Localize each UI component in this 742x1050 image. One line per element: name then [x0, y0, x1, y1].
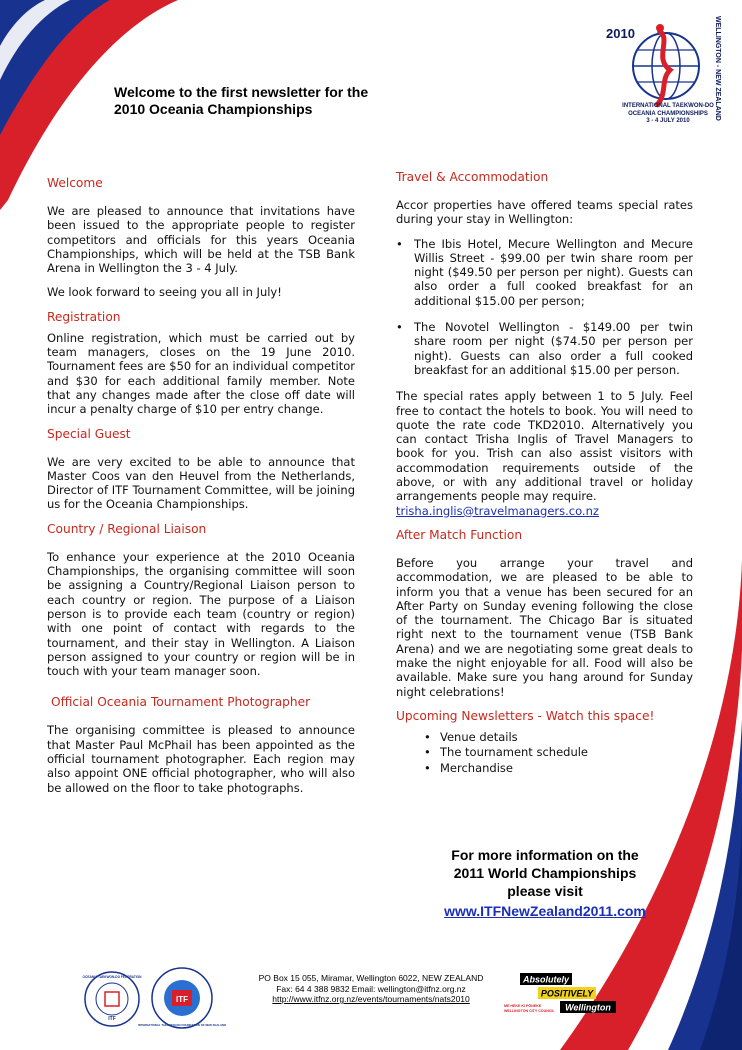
travel-intro: Accor properties have offered teams special rates during your stay in Wellington:: [396, 198, 693, 227]
logo-country-text: WELLINGTON - NEW ZEALAND: [714, 16, 721, 121]
travel-heading: Travel & Accommodation: [396, 170, 549, 184]
welcome-paragraph-2: We look forward to seeing you all in July!: [47, 285, 282, 300]
hotel-list-item: • The Ibis Hotel, Mecure Wellington and Mecure Willis Street - $99.00 per twin share room per night ($49.50 per person per night). Guests can also order a full cooked breakfast for an additional $15.00 per person;: [414, 237, 693, 308]
registration-paragraph: Online registration, which must be carried out by team managers, closes on the 19 June 2010. Tournament fees are $50 for an individual competitor and $30 for each additional family member. Note that any changes made after the close off date will incur a penalty charge of $10 per entry change.: [47, 330, 355, 417]
itf-new-zealand-badge: [137, 966, 227, 1030]
photographer-paragraph: The organising committee is pleased to announce that Master Paul McPhail has been appointed as the official tournament photographer. Each region may also appoint ONE official photographer, who will also be allowed on the floor to take photographs.: [47, 723, 355, 795]
ap-line-1: Absolutely: [522, 974, 570, 985]
liaison-heading: Country / Regional Liaison: [47, 521, 207, 536]
headline-line-1: Welcome to the first newsletter for the: [114, 84, 369, 100]
travel-paragraph-2: The special rates apply between 1 to 5 July. Feel free to contact the hotels to book. You will need to quote the rate code TKD2010. Alternatively you can contact Trisha Inglis of Travel Managers to book for you. Trish can also assist visitors with accommodation requirements outside of the above, or with any additional travel or holiday arrangements people may require.: [396, 389, 693, 504]
ap-small-2: WELLINGTON CITY COUNCIL: [504, 1009, 555, 1013]
oceania-championships-logo: [598, 8, 738, 148]
logo-year: 2010: [606, 26, 635, 41]
ap-small-1: ME HEKE KI PŌNEKE: [504, 1004, 542, 1008]
upcoming-heading: Upcoming Newsletters - Watch this space!: [396, 708, 655, 723]
welcome-heading: Welcome: [47, 176, 103, 190]
liaison-paragraph: To enhance your experience at the 2010 Oceania Championships, the organising committee will soon be assigning a Country/Regional Liaison person to each country or region. The purpose of a Liaison person is to provide each team (country or region) with one point of contact with regards to the tournament, and their stay in Wellington. A Liaison person assigned to your country or region will be in touch with your team manager soon.: [47, 549, 355, 679]
special-guest-heading: Special Guest: [47, 426, 131, 441]
ap-line-3: Wellington: [565, 1002, 611, 1013]
logo-caption-line-2: OCEANIA CHAMPIONSHIPS: [628, 110, 708, 117]
upcoming-list-item: • Merchandise: [440, 761, 693, 775]
upcoming-list-item: • Venue details: [440, 730, 693, 744]
hotel-list: [396, 237, 693, 378]
world-championships-link[interactable]: www.ITFNewZealand2011.com: [444, 903, 646, 919]
ap-line-2: POSITIVELY: [540, 988, 594, 999]
welcome-paragraph-1: We are pleased to announce that invitations have been issued to the appropriate people to register competitors and officials for this years Oceania Championships, which will be held at the TSB Bank Arena in Wellington the 3 - 4 July.: [47, 204, 355, 276]
photographer-heading: Official Oceania Tournament Photographer: [51, 695, 311, 710]
logo-caption-line-3: 3 - 4 JULY 2010: [646, 118, 690, 124]
badge1-text: OCEANIA TAEKWON-DO FEDERATION: [82, 975, 142, 979]
badge2-text: INTERNATIONAL TAEKWON-DO FOUNDATION OF NEW ZEALAND: [137, 1023, 227, 1027]
footer-contact: Fax: 64 4 388 9832 Email: wellington@itfnz.org.nz: [276, 983, 466, 994]
oceania-federation-badge: [83, 970, 141, 1028]
upcoming-list: [396, 730, 693, 775]
svg-text:ITF: ITF: [176, 995, 188, 1004]
footer-address-block: [236, 973, 506, 1005]
moreinfo-line-3: please visit: [507, 883, 583, 899]
newsletter-headline: [114, 84, 414, 118]
after-match-heading: After Match Function: [396, 527, 523, 542]
headline-line-2: 2010 Oceania Championships: [114, 101, 313, 117]
footer-address: PO Box 15 055, Miramar, Wellington 6022, NEW ZEALAND: [258, 973, 484, 983]
absolutely-positively-wellington-logo: [502, 972, 618, 1018]
badge1-sub: ITF: [108, 1016, 116, 1022]
moreinfo-line-2: 2011 World Championships: [453, 865, 637, 881]
moreinfo-line-1: For more information on the: [451, 847, 639, 863]
hotel-list-item: • The Novotel Wellington - $149.00 per twin share room per night ($74.50 per person per night). Guests can also order a full cooked breakfast for an additional $15.00 per person.: [414, 320, 693, 377]
travel-email-link[interactable]: trisha.inglis@travelmanagers.co.nz: [396, 503, 599, 518]
registration-heading: Registration: [47, 309, 121, 324]
logo-caption-line-1: INTERNATIONAL TAEKWON-DO: [622, 103, 714, 109]
after-match-paragraph: Before you arrange your travel and accommodation, we are pleased to be able to inform you that a venue has been secured for an After Party on Sunday evening following the close of the tournament. The Chicago Bar is situated right next to the tournament venue (TSB Bank Arena) and we are negotiating some great deals to make the night enjoyable for all. Food will also be available. Make sure you hang around for Sunday night celebrations!: [396, 555, 693, 699]
upcoming-list-item: • The tournament schedule: [440, 745, 693, 759]
logo-caption: [606, 103, 730, 126]
right-column: [396, 170, 693, 776]
special-guest-paragraph: We are very excited to be able to announce that Master Coos van den Heuvel from the Netherlands, Director of ITF Tournament Committee, will be joining us for the Oceania Championships.: [47, 454, 355, 512]
world-championships-info: [420, 846, 670, 920]
left-column: [47, 176, 355, 805]
footer-url-link[interactable]: http://www.itfnz.org.nz/events/tournaments/nats2010: [272, 994, 470, 1004]
